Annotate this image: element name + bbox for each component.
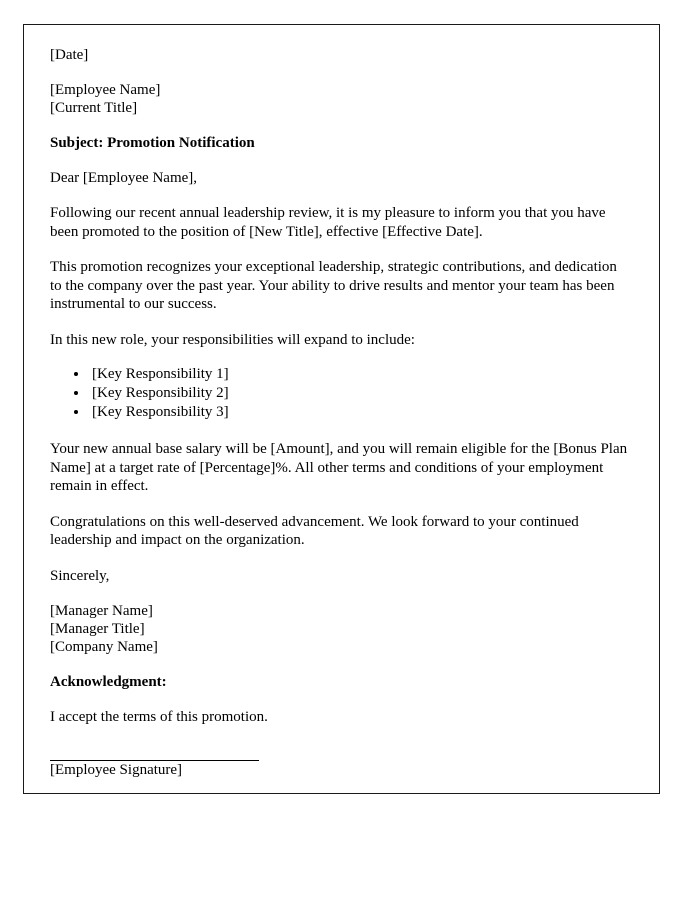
list-item: • [Key Responsibility 2] [89, 384, 630, 403]
spacer-before-subject [50, 117, 630, 134]
spacer-before-closing [50, 550, 630, 567]
signature-block [50, 602, 630, 656]
paragraph-opening: Following our recent annual leadership review, it is my pleasure to inform you that you have been promoted to the position of [New Title], effective [Effective Date]. [50, 205, 606, 240]
spacer-after-closing [50, 585, 630, 602]
paragraph-responsibilities-intro: In this new role, your responsibilities will expand to include: [50, 331, 415, 348]
spacer-after-opening [50, 241, 630, 258]
signer-name: [Manager Name] [50, 602, 153, 619]
signer-title: [Manager Title] [50, 620, 145, 637]
spacer-after-recognition [50, 314, 630, 331]
date-field: [Date] [50, 47, 89, 63]
spacer-after-ack-heading [50, 691, 630, 708]
recipient-block [50, 81, 630, 117]
spacer-before-list [50, 349, 630, 365]
spacer-after-compensation [50, 496, 630, 513]
spacer-signature-extra [50, 744, 630, 760]
letter-content [50, 46, 630, 779]
spacer-after-subject [50, 152, 630, 169]
spacer-after-date [50, 64, 630, 81]
signer-company: [Company Name] [50, 638, 158, 655]
spacer-after-salutation [50, 187, 630, 204]
closing-salutation: Sincerely, [50, 567, 110, 584]
paragraph-congratulations: Congratulations on this well-deserved advancement. We look forward to your continued leadership and impact on the organization. [50, 513, 579, 548]
recipient-name: [Employee Name] [50, 82, 161, 98]
acknowledgment-heading: Acknowledgment: [50, 673, 167, 690]
signature-label: [Employee Signature] [50, 761, 183, 778]
paragraph-recognition: This promotion recognizes your exceptional leadership, strategic contributions, and dedication to the company over the past year. Your ability to drive results and mentor your team has been instrumental to our success. [50, 259, 617, 312]
salutation: Dear [Employee Name], [50, 170, 198, 186]
list-item: • [Key Responsibility 3] [89, 403, 630, 422]
spacer-before-acknowledgment [50, 656, 630, 673]
document-page [23, 24, 660, 794]
acknowledgment-statement: I accept the terms of this promotion. [50, 708, 268, 725]
spacer-before-signature-rule [50, 726, 630, 744]
responsibilities-list [50, 365, 630, 422]
subject-line: Subject: Promotion Notification [50, 135, 255, 151]
spacer-after-list [50, 422, 630, 440]
paragraph-compensation: Your new annual base salary will be [Amount], and you will remain eligible for the [Bonus Plan Name] at a target rate of [Percentage]%. All other terms and conditions of your employment remain in effect. [50, 441, 628, 494]
list-item: • [Key Responsibility 1] [89, 365, 630, 384]
recipient-title: [Current Title] [50, 100, 138, 116]
